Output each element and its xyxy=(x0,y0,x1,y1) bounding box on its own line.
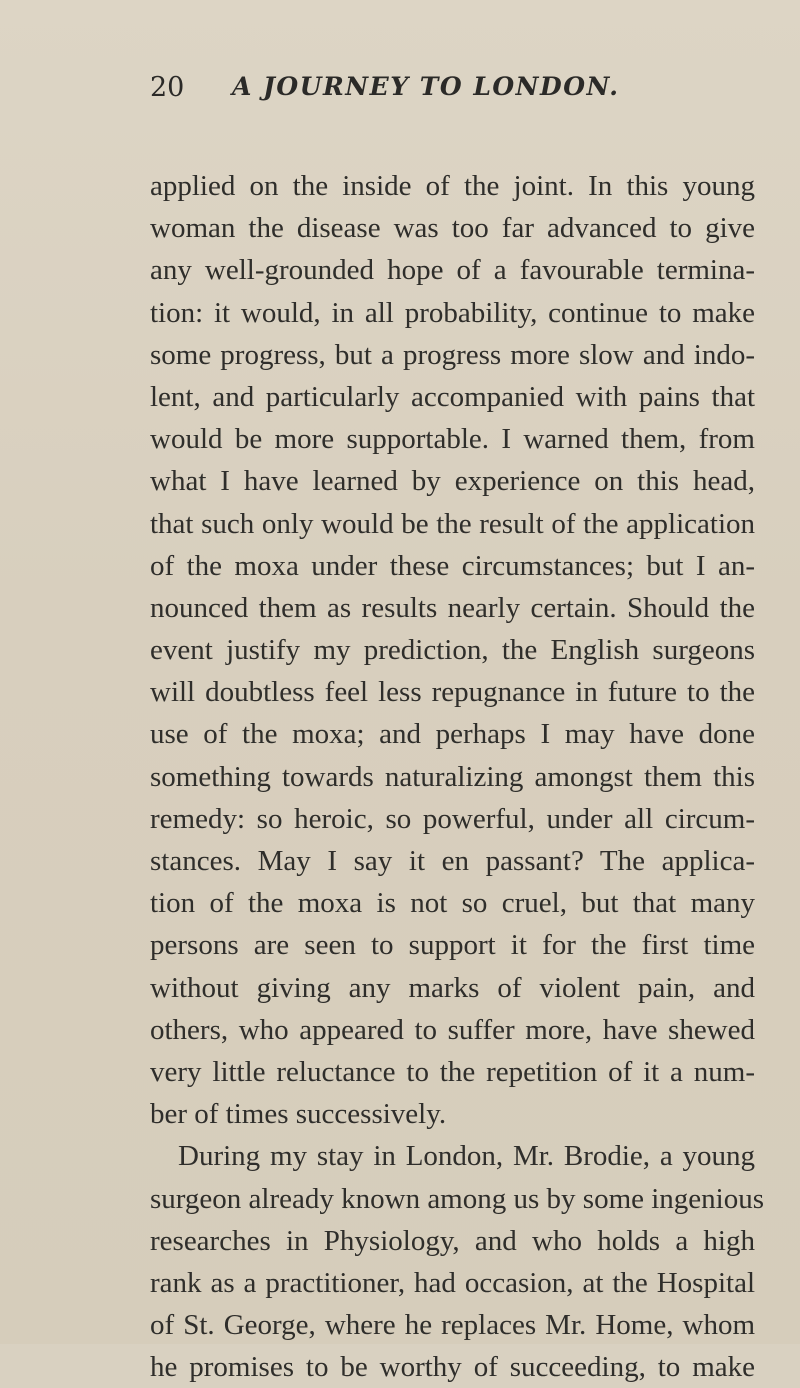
text-line: something towards naturalizing amongst them this xyxy=(150,760,755,793)
text-line: lent, and particularly accompanied with pains that xyxy=(150,380,755,413)
text-line: woman the disease was too far advanced to give xyxy=(150,212,755,245)
text-line: tion of the moxa is not so cruel, but that many xyxy=(150,887,755,920)
running-head xyxy=(0,72,800,112)
text-line: would be more supportable. I warned them, from xyxy=(150,423,755,456)
text-line: applied on the inside of the joint. In this young xyxy=(150,170,755,202)
text-line: will doubtless feel less repugnance in future to the xyxy=(150,676,755,709)
text-line: remedy: so heroic, so powerful, under all circum- xyxy=(150,802,755,835)
text-line: rank as a practitioner, had occasion, at the Hospital xyxy=(150,1266,755,1299)
text-line: researches in Physiology, and who holds a high xyxy=(150,1224,755,1257)
text-line: event justify my prediction, the English surgeons xyxy=(150,634,755,667)
text-line: without giving any marks of violent pain, and xyxy=(150,971,755,1004)
text-line: others, who appeared to suffer more, have shewed xyxy=(150,1013,755,1046)
page-number: 20 xyxy=(150,72,185,103)
text-line: he promises to be worthy of succeeding, to make xyxy=(150,1351,755,1384)
text-line: any well-grounded hope of a favourable termina- xyxy=(150,254,755,287)
text-line: surgeon already known among us by some ingenious xyxy=(150,1182,765,1215)
text-line: use of the moxa; and perhaps I may have done xyxy=(150,718,755,751)
text-line: very little reluctance to the repetition of it a num- xyxy=(150,1055,755,1088)
text-line: nounced them as results nearly certain. Should the xyxy=(150,591,755,624)
text-line: that such only would be the result of the application xyxy=(150,507,755,540)
running-title: A JOURNEY TO LONDON. xyxy=(232,72,620,101)
text-line: stances. May I say it en passant? The applica- xyxy=(150,845,755,877)
text-line: some progress, but a progress more slow and indo- xyxy=(150,338,755,371)
text-line: of St. George, where he replaces Mr. Home, whom xyxy=(150,1309,755,1342)
text-line: what I have learned by experience on this head, xyxy=(150,465,755,498)
text-line: tion: it would, in all probability, continue to make xyxy=(150,296,755,329)
text-line: of the moxa under these circumstances; but I an- xyxy=(150,549,755,582)
paragraph-start-line: During my stay in London, Mr. Brodie, a young xyxy=(178,1140,755,1173)
paragraph-end-line: ber of times successively. xyxy=(150,1098,447,1131)
body-text xyxy=(150,165,765,1388)
text-line: persons are seen to support it for the first time xyxy=(150,929,755,962)
